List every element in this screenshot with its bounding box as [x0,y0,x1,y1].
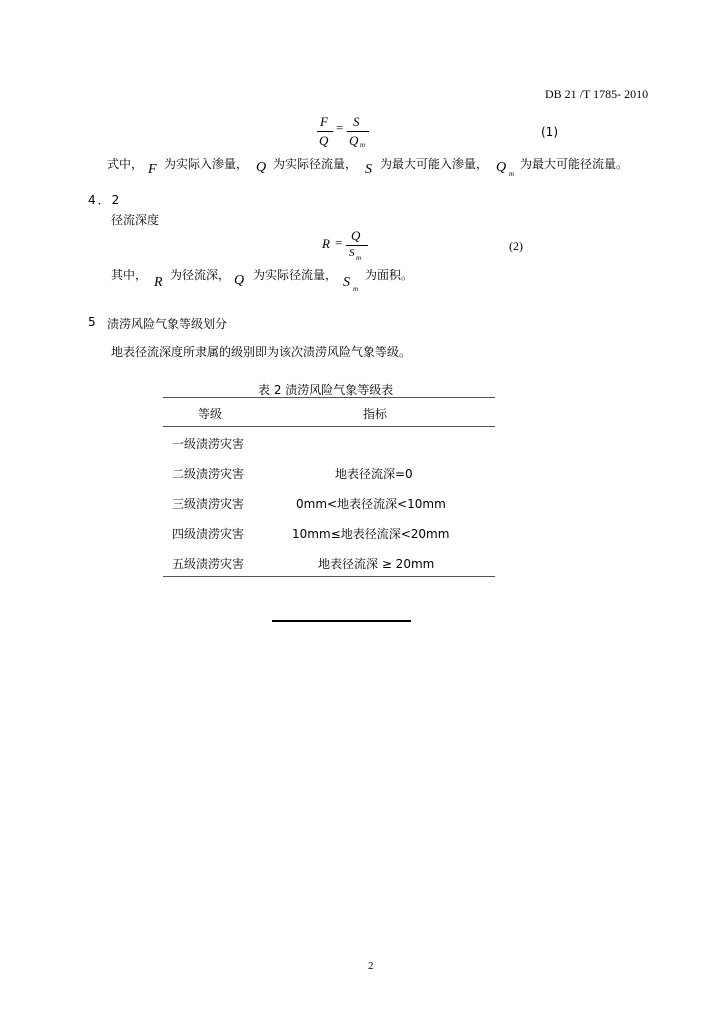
explanation1-text-s: 为最大可能入渗量， [380,157,489,171]
table-cell-index: 地表径流深=0 [335,467,413,481]
formula1-numerator-s: S [353,114,360,129]
table-cell-level: 四级渍涝灾害 [172,527,245,541]
formula1-denominator-q: Q [319,133,329,148]
explanation1-var-s: S [365,162,372,177]
explanation1-var-qm: Q [496,160,507,175]
end-of-document-rule [272,620,411,622]
page-number: 2 [368,960,374,972]
explanation2-var-sm-sub: m [353,285,359,293]
formula1-equals: = [336,120,344,135]
section-5-title: 渍涝风险气象等级划分 [107,317,228,331]
formula1-fraction-bar-right [347,131,369,132]
section-5-number: 5 [88,315,96,329]
formula1-subscript-m: m [360,141,366,149]
explanation2-var-sm: S [343,275,350,290]
formula2-number: (2) [509,239,523,253]
formula1-number: (1) [541,125,558,139]
explanation1-text-f: 为实际入渗量， [164,157,249,171]
table-header-level: 等级 [198,407,223,421]
table-cell-level: 三级渍涝灾害 [172,497,245,511]
explanation2-text-r: 为径流深， [170,268,231,282]
table-top-rule [163,397,495,398]
formula2-numerator-q: Q [351,228,361,243]
explanation2-prefix: 其中， [111,268,148,282]
explanation2-var-q: Q [234,273,245,288]
formula2-lhs-r: R [322,236,330,251]
formula1-numerator-f: F [320,114,328,129]
explanation2-text-sm: 为面积。 [365,268,414,282]
table-header-rule [163,426,495,427]
explanation1-var-qm-sub: m [509,170,515,178]
formula2-equals: = [335,235,343,250]
formula1-denominator-qm: Q [349,133,359,148]
section-4-2-number: 4．2 [88,193,122,207]
table-cell-index: 地表径流深 ≥ 20mm [318,557,435,571]
table-cell-index: 10mm≤地表径流深<20mm [292,527,450,541]
table-caption: 表 2 渍涝风险气象等级表 [258,383,394,397]
explanation1-prefix: 式中， [107,157,144,171]
formula2-fraction-bar [346,245,368,246]
explanation1-var-q: Q [256,160,267,175]
document-id: DB 21 /T 1785- 2010 [545,87,649,101]
table-bottom-rule [163,576,495,577]
section-4-2-title: 径流深度 [111,213,160,227]
explanation1-text-qm: 为最大可能径流量。 [520,157,629,171]
explanation1-text-q: 为实际径流量， [273,157,358,171]
formula1-fraction-bar-left [317,131,333,132]
section-5-body: 地表径流深度所隶属的级别即为该次渍涝风险气象等级。 [111,345,412,359]
table-cell-level: 二级渍涝灾害 [172,467,245,481]
explanation1-var-f: F [148,162,157,177]
table-cell-level: 五级渍涝灾害 [172,557,245,571]
explanation2-text-q: 为实际径流量， [253,268,338,282]
formula2-denominator-s: S [349,247,355,259]
table-cell-level: 一级渍涝灾害 [172,437,245,451]
formula2-subscript-m: m [356,254,362,262]
explanation2-var-r: R [154,275,163,290]
table-header-index: 指标 [363,407,388,421]
table-cell-index: 0mm<地表径流深<10mm [296,497,446,511]
